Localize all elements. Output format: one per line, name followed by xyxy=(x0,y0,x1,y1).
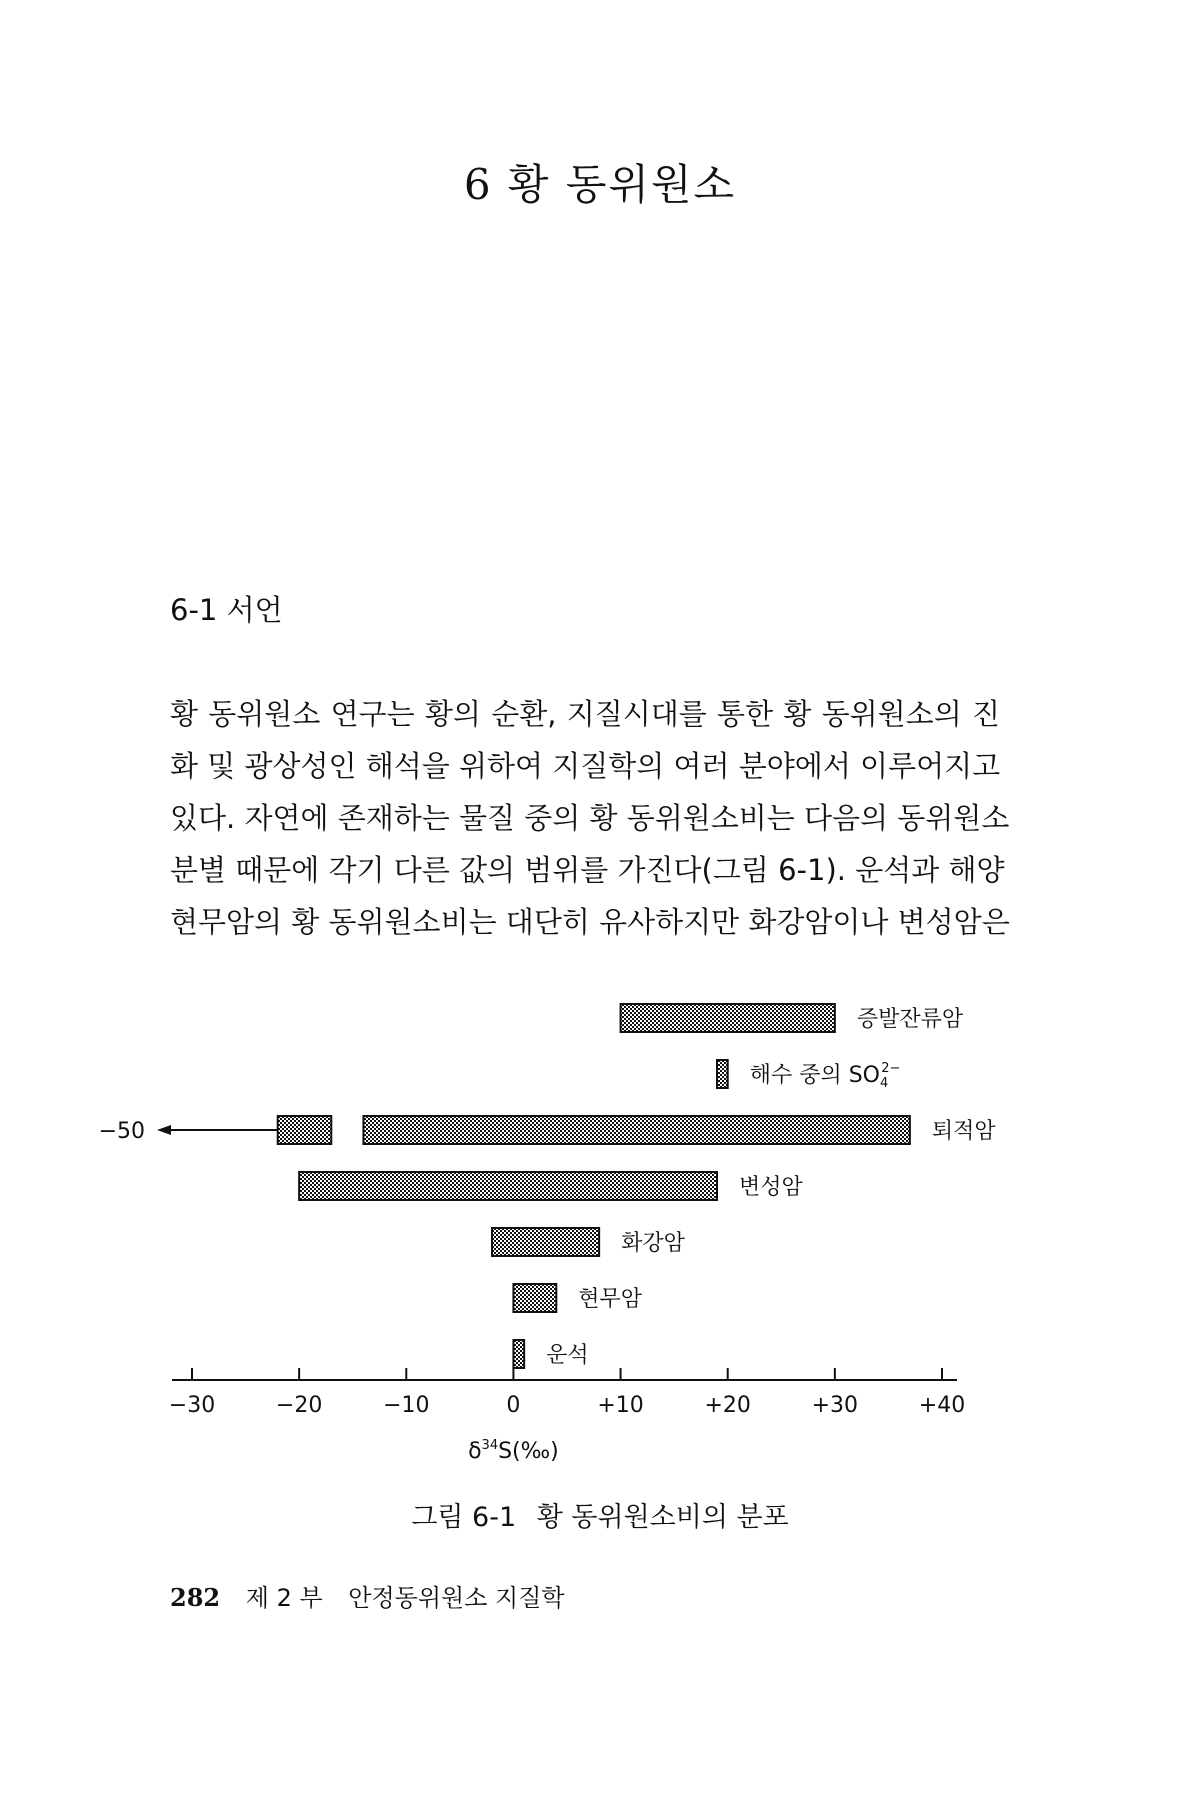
body-line: 현무암의 황 동위원소비는 대단히 유사하지만 화강암이나 변성암은 xyxy=(170,905,1010,939)
range-bar xyxy=(299,1172,717,1200)
range-bar xyxy=(278,1116,332,1144)
x-axis-label: $\delta^{34}S(‰)$ xyxy=(468,1438,559,1464)
page-number: 282 xyxy=(170,1583,221,1612)
body-line: 황 동위원소 연구는 황의 순환, 지질시대를 통한 황 동위원소의 진 xyxy=(170,697,1000,731)
body-line: 화 및 광상성인 해석을 위하여 지질학의 여러 분야에서 이루어지고 xyxy=(170,749,1001,783)
range-bar xyxy=(492,1228,599,1256)
x-tick-label: +10 xyxy=(597,1393,644,1418)
x-tick-label: 0 xyxy=(506,1393,521,1418)
x-tick-label: −30 xyxy=(168,1393,216,1418)
series-label: 증발잔류암 xyxy=(856,1007,964,1032)
range-bar xyxy=(363,1116,909,1144)
series-label: 화강암 xyxy=(621,1231,685,1256)
series-label: 운석 xyxy=(546,1343,589,1368)
x-tick-label: −20 xyxy=(275,1393,323,1418)
isotope-range-chart xyxy=(0,970,1200,1470)
off-scale-annotation: −50 xyxy=(98,1119,145,1144)
page-footer xyxy=(170,1578,565,1613)
part-label: 제 2 부 xyxy=(245,1584,323,1612)
x-tick-label: −10 xyxy=(383,1393,430,1418)
series-label: 변성암 xyxy=(739,1175,803,1200)
range-bar xyxy=(717,1060,728,1088)
x-tick-label: +40 xyxy=(918,1393,966,1418)
annotation-arrow-head xyxy=(157,1125,171,1135)
chapter-title: 6 황 동위원소 xyxy=(463,160,737,209)
body-line: 분별 때문에 각기 다른 값의 범위를 가진다(그림 6-1). 운석과 해양 xyxy=(170,853,1005,887)
figure-number: 그림 6-1 xyxy=(411,1502,517,1533)
series-label: 해수 중의 $SO_42-$ xyxy=(749,1061,901,1091)
range-bar xyxy=(621,1004,835,1032)
section-heading: 6-1 서언 xyxy=(170,593,283,627)
part-title: 안정동위원소 지질학 xyxy=(348,1584,565,1612)
figure-caption xyxy=(0,1495,1200,1534)
x-tick-label: +20 xyxy=(704,1393,751,1418)
series-label: 퇴적암 xyxy=(931,1119,996,1144)
figure-title: 황 동위원소비의 분포 xyxy=(536,1502,789,1533)
series-label: 현무암 xyxy=(578,1287,643,1312)
body-line: 있다. 자연에 존재하는 물질 중의 황 동위원소비는 다음의 동위원소 xyxy=(170,801,1010,835)
range-bar xyxy=(513,1340,524,1368)
x-tick-label: +30 xyxy=(811,1393,859,1418)
body-paragraph xyxy=(170,688,1010,948)
range-bar xyxy=(513,1284,556,1312)
